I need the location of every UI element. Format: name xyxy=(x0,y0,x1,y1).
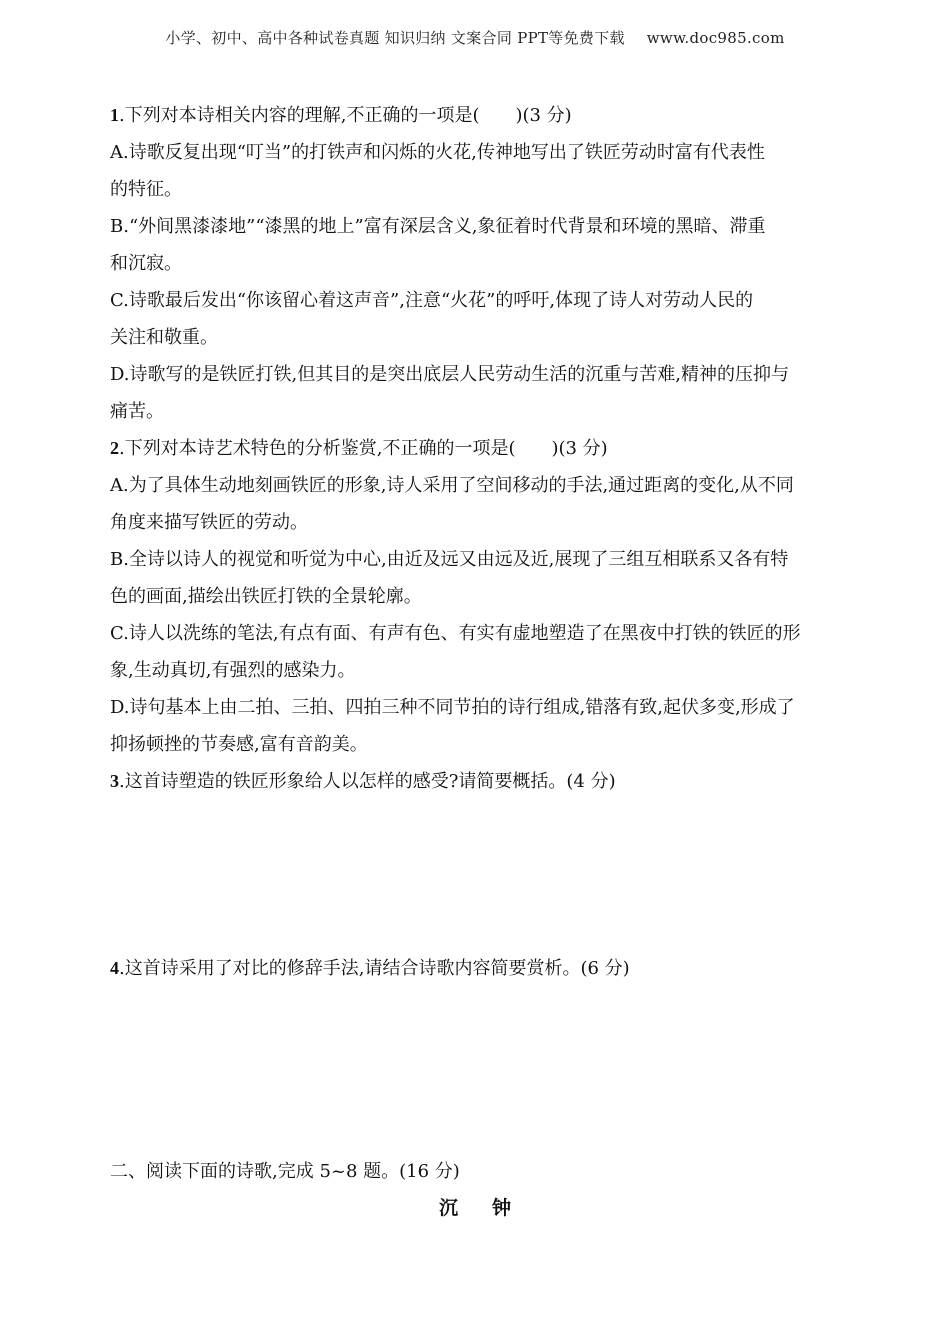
question-2-stem xyxy=(110,430,840,467)
question-text: .这首诗采用了对比的修辞手法,请结合诗歌内容简要赏析。(6 分) xyxy=(119,958,630,979)
question-number: 2 xyxy=(110,438,119,458)
question-number: 4 xyxy=(110,958,119,978)
question-1-stem xyxy=(110,97,840,134)
question-text: .这首诗塑造的铁匠形象给人以怎样的感受?请简要概括。(4 分) xyxy=(119,771,616,792)
question-4-stem xyxy=(110,950,840,987)
option-b-line-2: 色的画面,描绘出铁匠打铁的全景轮廓。 xyxy=(110,586,422,607)
answer-space-3 xyxy=(110,800,840,950)
question-content xyxy=(110,97,840,1227)
question-number: 3 xyxy=(110,771,119,791)
page-header xyxy=(0,27,950,48)
question-text: .下列对本诗相关内容的理解,不正确的一项是( )(3 分) xyxy=(119,105,572,126)
option-b-line-1: B.全诗以诗人的视觉和听觉为中心,由近及远又由远及近,展现了三组互相联系又各有特 xyxy=(110,549,789,570)
option-a-line-2: 的特征。 xyxy=(110,179,182,200)
option-d-line-2: 抑扬顿挫的节奏感,富有音韵美。 xyxy=(110,734,368,755)
option-d-line-1: D.诗句基本上由二拍、三拍、四拍三种不同节拍的诗行组成,错落有致,起伏多变,形成了 xyxy=(110,697,795,718)
header-site-url: www.doc985.com xyxy=(646,29,785,47)
option-b-line-2: 和沉寂。 xyxy=(110,253,182,274)
option-c-line-2: 象,生动真切,有强烈的感染力。 xyxy=(110,660,356,681)
question-number: 1 xyxy=(110,105,119,125)
option-c-line-1: C.诗人以洗练的笔法,有点有面、有声有色、有实有虚地塑造了在黑夜中打铁的铁匠的形 xyxy=(110,623,801,644)
option-b-line-1: B.“外间黑漆漆地”“漆黑的地上”富有深层含义,象征着时代背景和环境的黑暗、滞重 xyxy=(110,216,766,237)
option-d-line-2: 痛苦。 xyxy=(110,401,164,422)
option-a-line-1: A.诗歌反复出现“叮当”的打铁声和闪烁的火花,传神地写出了铁匠劳动时富有代表性 xyxy=(110,142,765,163)
poem-title: 沉钟 xyxy=(438,1197,545,1219)
option-a-line-2: 角度来描写铁匠的劳动。 xyxy=(110,512,308,533)
option-d-line-1: D.诗歌写的是铁匠打铁,但其目的是突出底层人民劳动生活的沉重与苦难,精神的压抑与 xyxy=(110,364,789,385)
header-text: 小学、初中、高中各种试卷真题 知识归纳 文案合同 PPT等免费下载 xyxy=(165,29,625,47)
answer-space-4 xyxy=(110,987,840,1153)
option-c-line-2: 关注和敬重。 xyxy=(110,327,218,348)
section-2-heading: 二、阅读下面的诗歌,完成 5~8 题。(16 分) xyxy=(110,1161,460,1182)
question-3-stem xyxy=(110,763,840,800)
question-text: .下列对本诗艺术特色的分析鉴赏,不正确的一项是( )(3 分) xyxy=(119,438,608,459)
option-a-line-1: A.为了具体生动地刻画铁匠的形象,诗人采用了空间移动的手法,通过距离的变化,从不同 xyxy=(110,475,794,496)
option-c-line-1: C.诗歌最后发出“你该留心着这声音”,注意“火花”的呼吁,体现了诗人对劳动人民的 xyxy=(110,290,754,311)
